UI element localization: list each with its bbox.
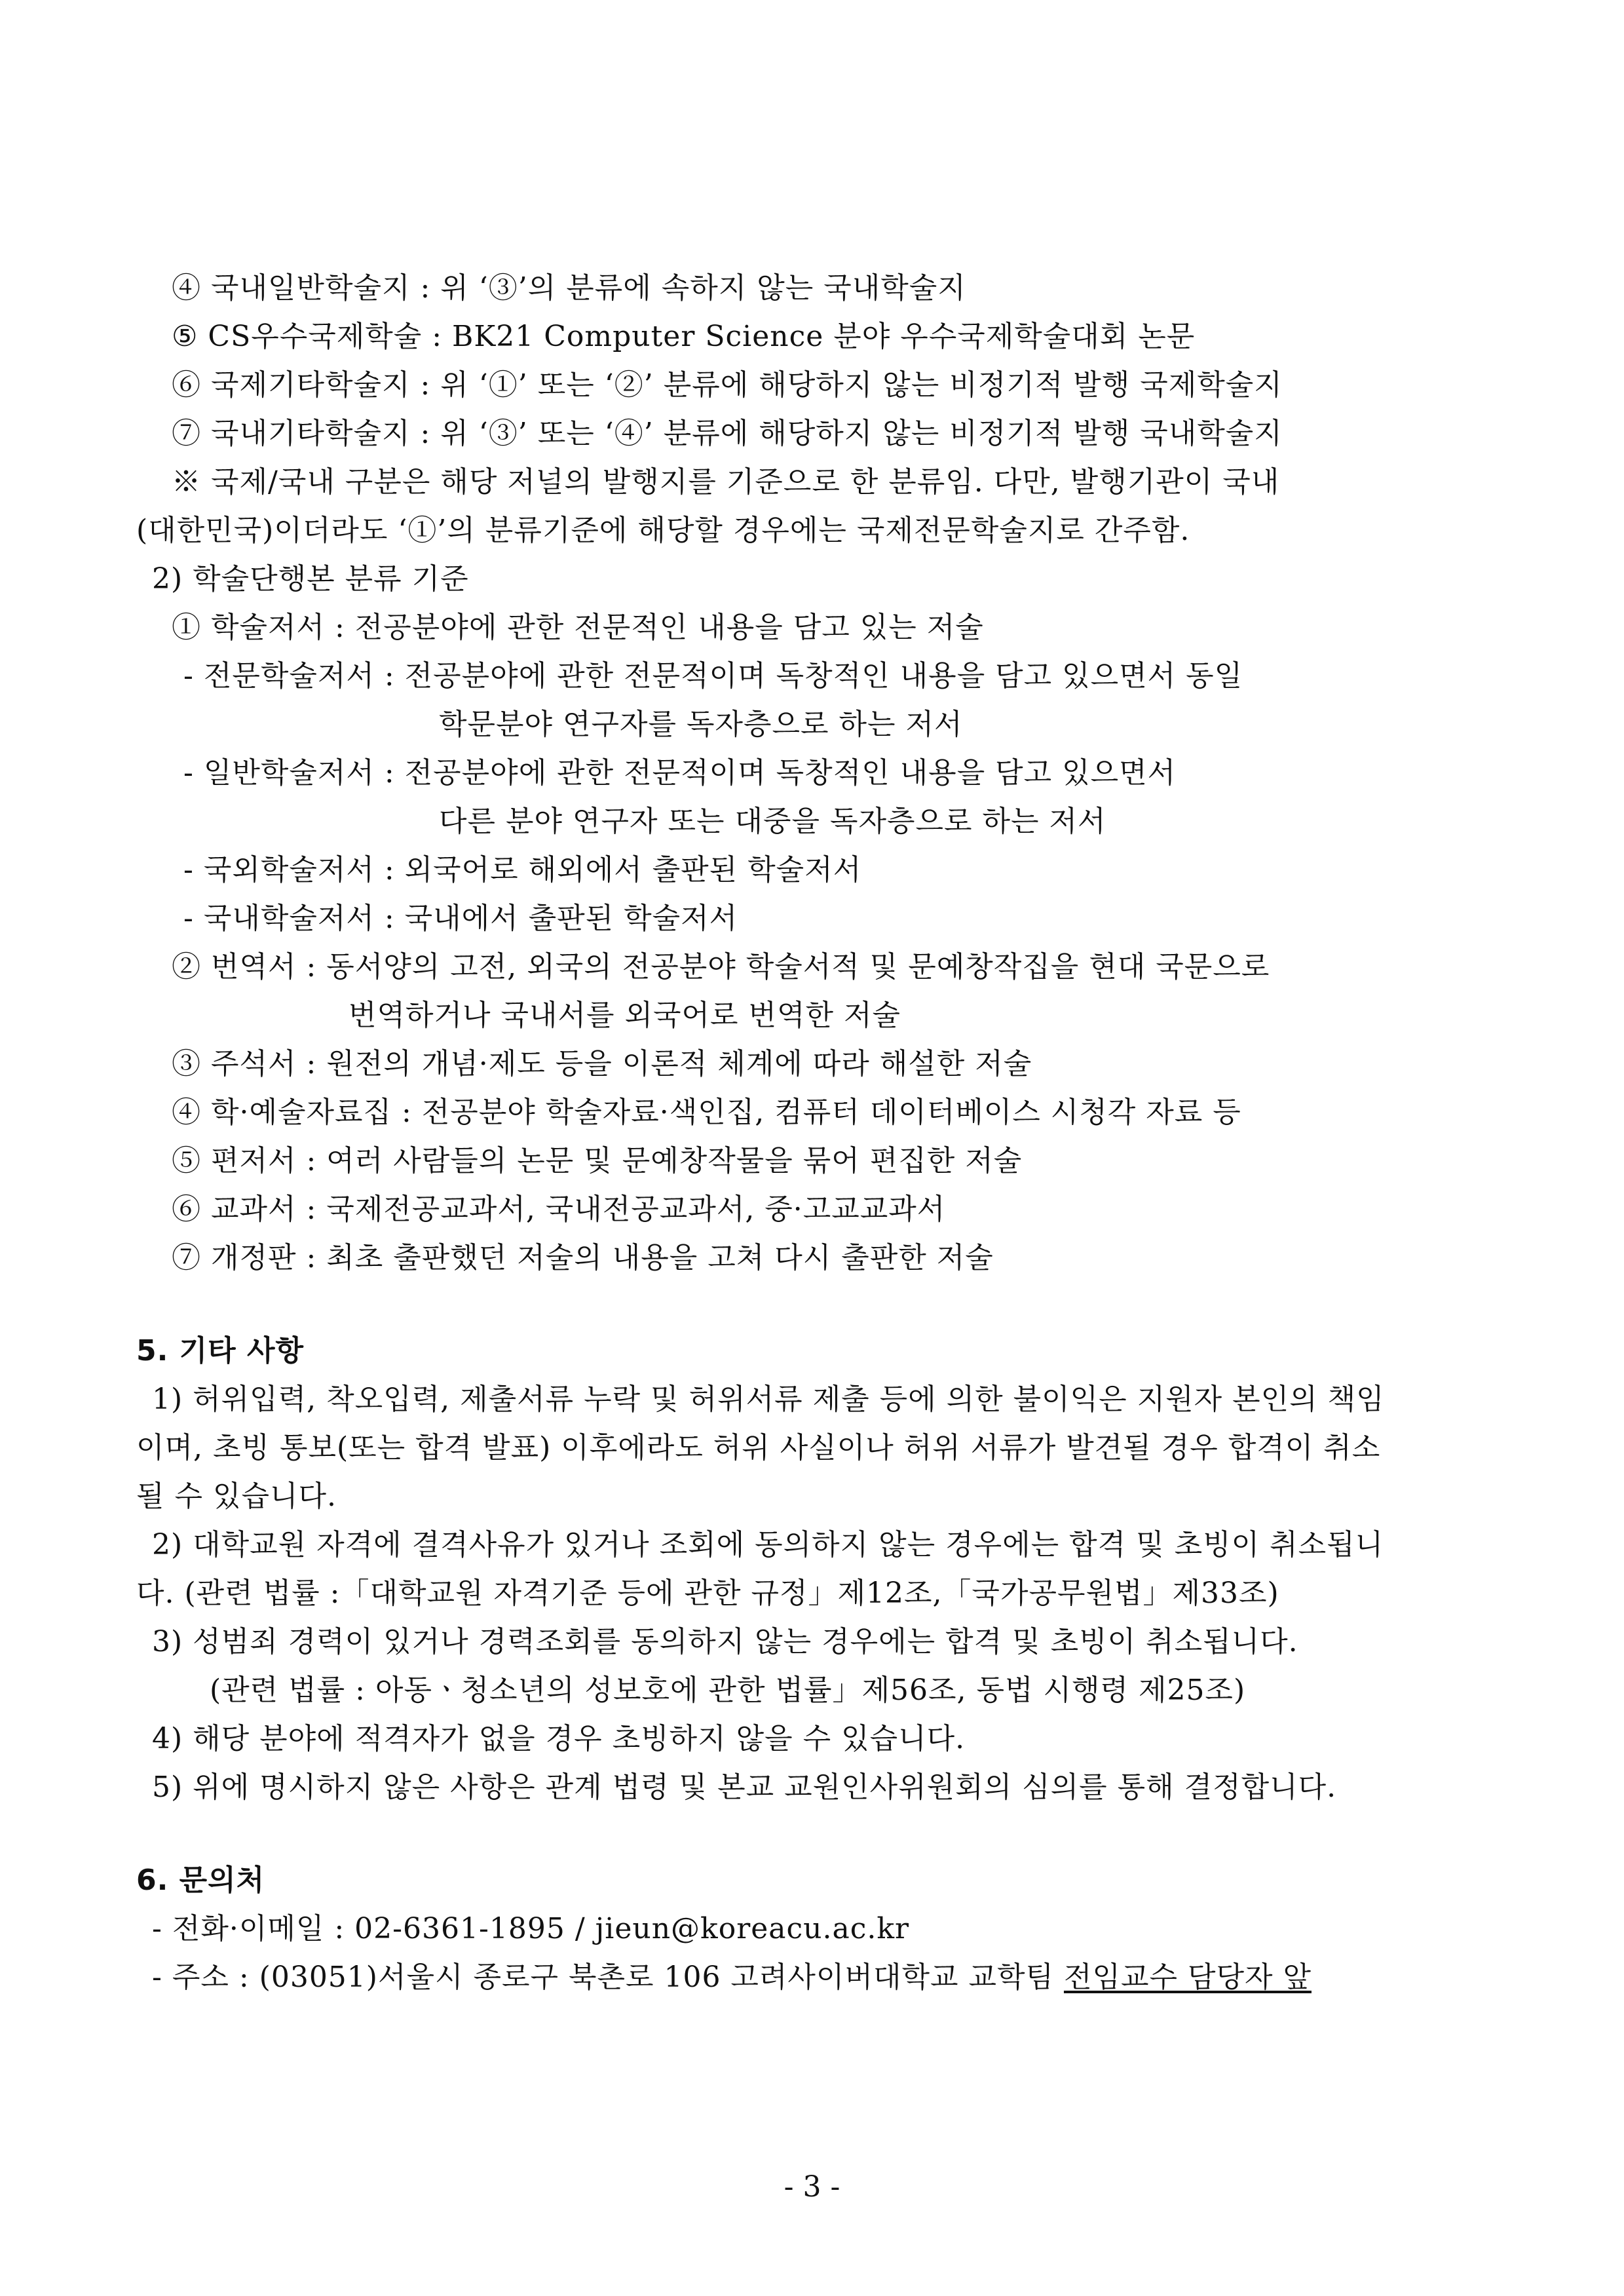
book-item-continued: 번역하거나 국내서를 외국어로 번역한 저술 [349, 999, 901, 1032]
journal-note-line-1: ※ 국제/국내 구분은 해당 저널의 발행지를 기준으로 한 분류임. 다만, 발행기관이 국내 [172, 465, 1280, 499]
book-subitem: - 전문학술저서 : 전공분야에 관한 전문적이며 독창적인 내용을 담고 있으면서 동일 [183, 659, 1243, 693]
section-5-line: 될 수 있습니다. [136, 1480, 337, 1513]
section-5-line: (관련 법률 : 아동ㆍ청소년의 성보호에 관한 법률」제56조, 동법 시행령 제25조) [210, 1674, 1246, 1707]
page-number: - 3 - [784, 2170, 840, 2204]
book-item: ② 번역서 : 동서양의 고전, 외국의 전공분야 학술서적 및 문예창작집을 현대 국문으로 [172, 950, 1270, 984]
section-5-line: 5) 위에 명시하지 않은 사항은 관계 법령 및 본교 교원인사위원회의 심의를 통해 결정합니다. [152, 1770, 1337, 1804]
section-5-line: 1) 허위입력, 착오입력, 제출서류 누락 및 허위서류 제출 등에 의한 불이익은 지원자 본인의 책임 [152, 1383, 1385, 1416]
address-recipient: 전임교수 담당자 앞 [1063, 1961, 1312, 1994]
journal-class-6: ⑥ 국제기타학술지 : 위 ‘①’ 또는 ‘②’ 분류에 해당하지 않는 비정기적 발행 국제학술지 [172, 368, 1283, 402]
journal-class-5: ⑤ CS우수국제학술 : BK21 Computer Science 분야 우수국제학술대회 논문 [172, 320, 1196, 353]
book-item: ⑤ 편저서 : 여러 사람들의 논문 및 문예창작물을 묶어 편집한 저술 [172, 1144, 1023, 1177]
section-5-line: 이며, 초빙 통보(또는 합격 발표) 이후에라도 허위 사실이나 허위 서류가 발견될 경우 합격이 취소 [136, 1431, 1381, 1464]
book-item: ⑥ 교과서 : 국제전공교과서, 국내전공교과서, 중·고교교과서 [172, 1193, 946, 1226]
section-5-line: 3) 성범죄 경력이 있거나 경력조회를 동의하지 않는 경우에는 합격 및 초빙이 취소됩니다. [152, 1625, 1298, 1658]
section-5-heading: 5. 기타 사항 [136, 1334, 304, 1368]
address-line [152, 1958, 1312, 1997]
journal-note-line-2: (대한민국)이더라도 ‘①’의 분류기준에 해당할 경우에는 국제전문학술지로 간주함. [136, 514, 1190, 547]
book-classification-title: 2) 학술단행본 분류 기준 [152, 562, 469, 596]
journal-class-7: ⑦ 국내기타학술지 : 위 ‘③’ 또는 ‘④’ 분류에 해당하지 않는 비정기적 발행 국내학술지 [172, 417, 1283, 450]
section-5-line: 2) 대학교원 자격에 결격사유가 있거나 조회에 동의하지 않는 경우에는 합격 및 초빙이 취소됩니 [152, 1528, 1384, 1561]
book-subitem: - 국외학술저서 : 외국어로 해외에서 출판된 학술저서 [183, 853, 862, 887]
section-5-line: 4) 해당 분야에 적격자가 없을 경우 초빙하지 않을 수 있습니다. [152, 1722, 966, 1755]
book-subitem: - 일반학술저서 : 전공분야에 관한 전문적이며 독창적인 내용을 담고 있으면서 [183, 756, 1177, 790]
contact-line: - 전화·이메일 : 02-6361-1895 / jieun@koreacu.ac.kr [152, 1912, 910, 1945]
journal-class-4: ④ 국내일반학술지 : 위 ‘③’의 분류에 속하지 않는 국내학술지 [172, 271, 966, 305]
address-text: - 주소 : (03051)서울시 종로구 북촌로 106 고려사이버대학교 교학팀 [152, 1961, 1064, 1994]
book-subitem-continued: 다른 분야 연구자 또는 대중을 독자층으로 하는 저서 [439, 805, 1106, 838]
section-6-heading: 6. 문의처 [136, 1864, 265, 1897]
book-item: ① 학술저서 : 전공분야에 관한 전문적인 내용을 담고 있는 저술 [172, 611, 984, 644]
section-5-line: 다. (관련 법률 :「대학교원 자격기준 등에 관한 규정」제12조,「국가공무원법」제33조) [136, 1577, 1279, 1610]
book-subitem: - 국내학술저서 : 국내에서 출판된 학술저서 [183, 902, 738, 935]
book-item: ④ 학·예술자료집 : 전공분야 학술자료·색인집, 컴퓨터 데이터베이스 시청각 자료 등 [172, 1096, 1241, 1129]
book-item: ③ 주석서 : 원전의 개념·제도 등을 이론적 체계에 따라 해설한 저술 [172, 1047, 1032, 1081]
book-subitem-continued: 학문분야 연구자를 독자층으로 하는 저서 [439, 708, 963, 741]
book-item: ⑦ 개정판 : 최초 출판했던 저술의 내용을 고쳐 다시 출판한 저술 [172, 1241, 994, 1274]
